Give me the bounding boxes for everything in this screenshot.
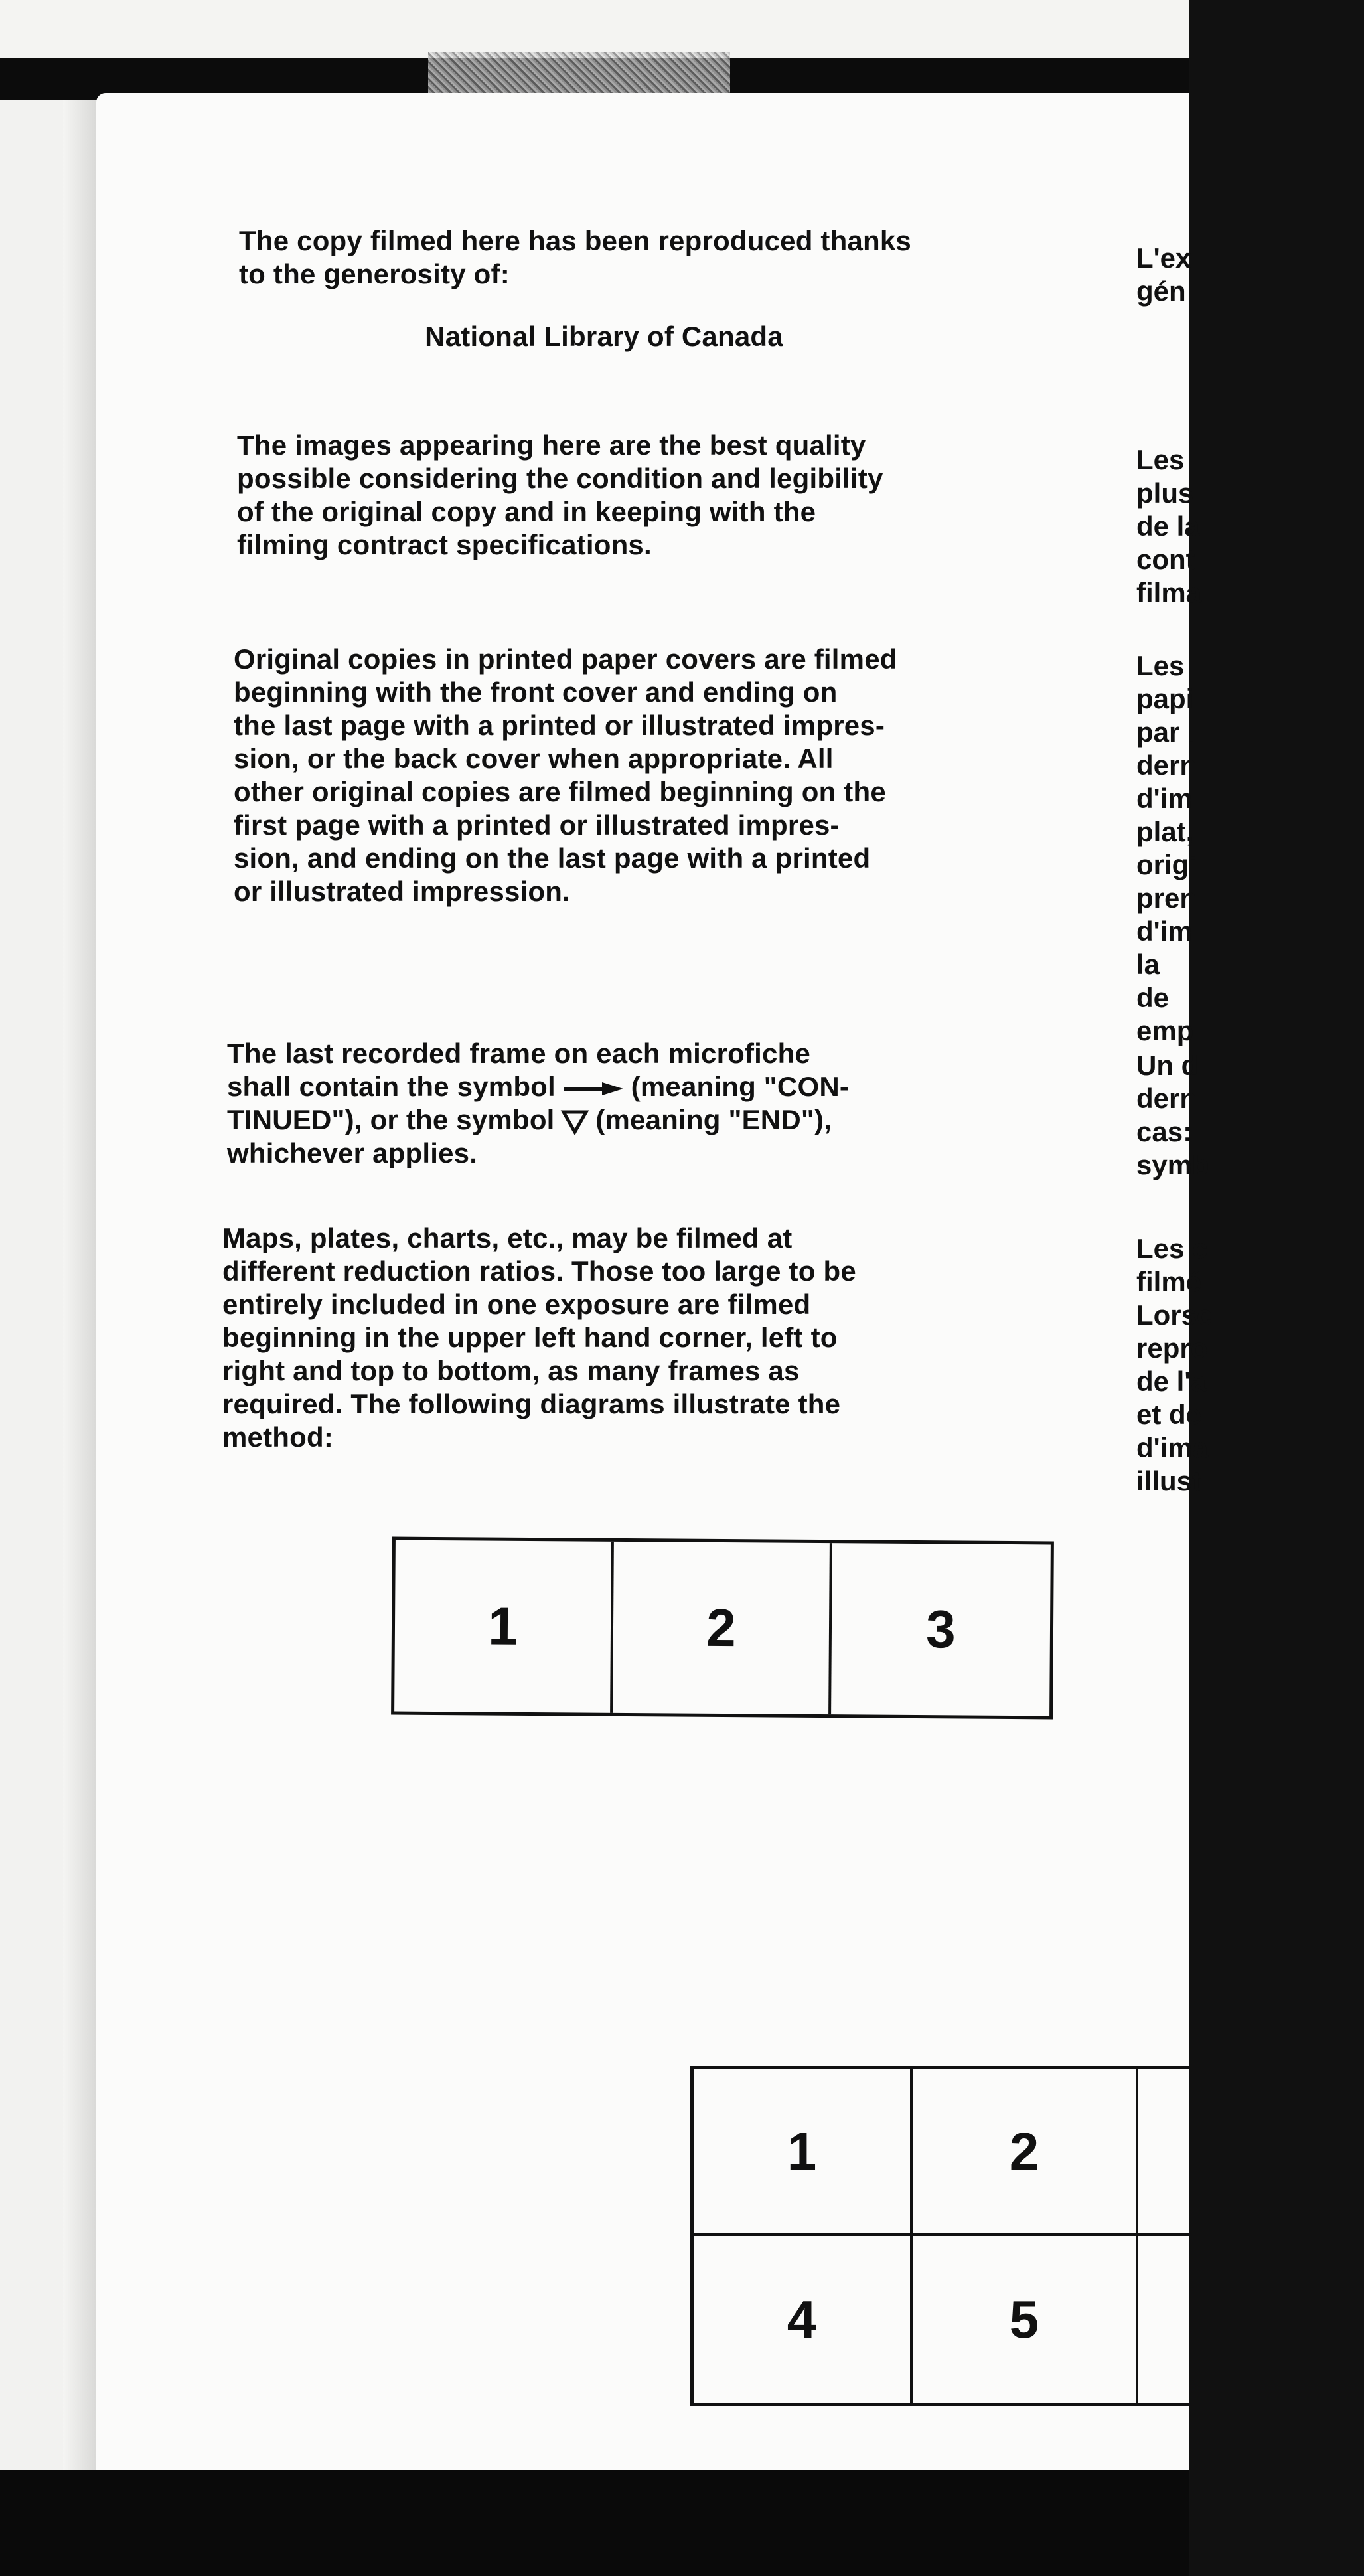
top-film-edge: [0, 0, 1189, 58]
frame-cell: 1: [694, 2069, 913, 2236]
symbol-line-1: The last recorded frame on each microfiche: [227, 1038, 811, 1069]
symbol-line-3a: TINUED"), or the symbol: [227, 1104, 555, 1135]
frame-cell: 2: [613, 1542, 832, 1714]
continued-arrow-icon: [564, 1082, 623, 1095]
end-triangle-icon: [562, 1111, 587, 1133]
frame-cell: 2: [913, 2069, 1138, 2236]
bottom-film-border: [0, 2470, 1189, 2576]
acknowledgement-text: The copy filmed here has been reproduced thanks to the generosity of:: [239, 225, 911, 289]
symbol-line-2a: shall contain the symbol: [227, 1071, 556, 1102]
microfiche-symbol-text: [227, 1037, 849, 1170]
frame-cell: 5: [913, 2236, 1138, 2403]
symbol-line-3b: (meaning "END"),: [595, 1104, 832, 1135]
french-fragment-3: Les papi par l dern d'im plat, origi pren d'im la de emp: [1136, 650, 1197, 1046]
maps-method-text: Maps, plates, charts, etc., may be filmed at different reduction ratios. Those too large to be entirely included in one exposure are filmed beginning in the upper left hand corner, left to right and top to bottom, as many frames as required. The following diagrams illustrate the method:: [222, 1222, 856, 1453]
symbol-line-2b: (meaning "CON-: [631, 1071, 850, 1102]
symbol-line-3: [227, 1103, 849, 1137]
original-copies-text: Original copies in printed paper covers are filmed beginning with the front cover and ending on the last page with a printed or illustrated impres- sion, or the back cover when appropriate. All other original copies are filmed beginning on the first page with a printed or illustrated impres- sion, and ending on the last page with a printed or illustrated impression.: [234, 643, 897, 907]
symbol-line-4: whichever applies.: [227, 1137, 478, 1168]
frame-cell: 1: [394, 1540, 614, 1713]
french-fragment-4: Un d dern cas: symb: [1136, 1050, 1209, 1180]
frame-cell: 3: [925, 1599, 956, 1659]
french-fragment-1: L'ex gén: [1136, 242, 1191, 307]
frame-cell: [1138, 2236, 1364, 2403]
symbol-line-2: [227, 1070, 849, 1103]
frame-cell: 4: [694, 2236, 913, 2403]
french-fragment-5: Les c filmé Lorsc repro de l'a et de d'ima illust: [1136, 1233, 1213, 1496]
french-fragment-2: Les plus de la cont filma: [1136, 444, 1202, 608]
diagram-six-frames: [690, 2066, 1221, 2406]
diagram-three-frames: [391, 1537, 1054, 1720]
frame-cell: [1138, 2069, 1364, 2236]
library-name: National Library of Canada: [425, 321, 783, 352]
image-quality-text: The images appearing here are the best quality possible considering the condition and legibility of the original copy and in keeping with the filming contract specifications.: [237, 430, 883, 560]
